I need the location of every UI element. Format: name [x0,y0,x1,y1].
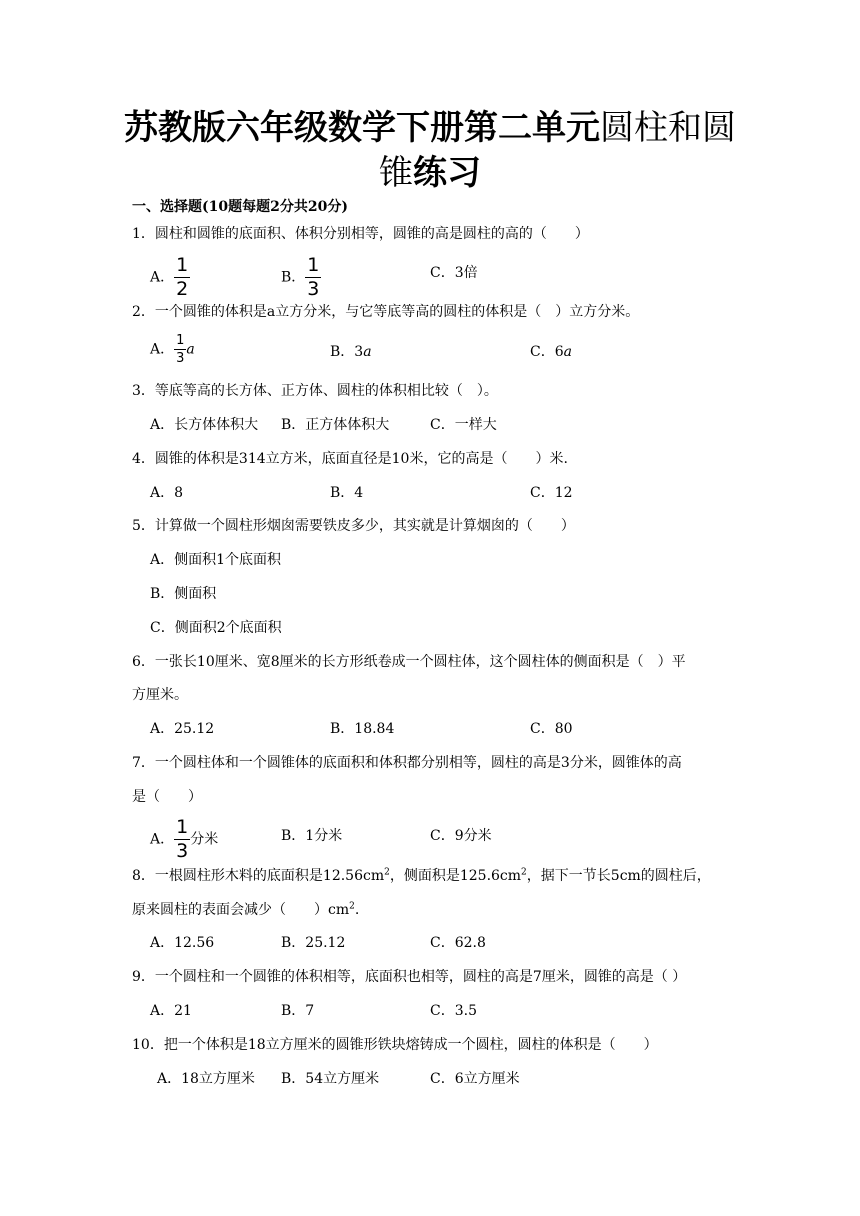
question-6-line-1: 6．一张长10厘米、宽8厘米的长方形纸卷成一个圆柱体，这个圆柱体的侧面积是（ ）平 [132,654,686,670]
denominator: 3 [307,278,320,300]
q1-option-a [150,256,190,299]
text-segment: ，侧面积是125.6cm [389,868,522,884]
q5-option-a: A．侧面积1个底面积 [150,552,282,568]
question-6-line-2: 方厘米。 [132,687,188,703]
q1-option-c: C．3倍 [430,265,478,281]
denominator: 2 [176,278,189,300]
q7-option-a [150,818,218,861]
numerator: 1 [176,254,189,276]
title-light-part: 锥 [379,153,413,193]
option-label: C．6 [530,344,564,360]
question-5: 5．计算做一个圆柱形烟囱需要铁皮多少，其实就是计算烟囱的（ ） [132,518,575,534]
q8-option-c: C．62.8 [430,935,486,951]
q3-option-a: A．长方体体积大 [150,417,259,433]
q3-option-b: B．正方体体积大 [281,417,390,433]
option-label: B． [281,269,306,286]
q5-option-b: B．侧面积 [150,586,217,602]
q10-option-a: A．18立方厘米 [157,1071,255,1087]
page-title-line-1 [0,106,860,150]
variable: a [186,341,195,358]
denominator: 3 [176,351,185,366]
text-segment: ，据下一节长5cm的圆柱后， [526,868,711,884]
q1-option-b [281,256,321,299]
page-title-line-2 [0,151,860,195]
title-light-part: 圆柱和圆 [600,108,736,148]
text-segment: . [354,902,360,918]
option-label: B．3 [330,344,364,360]
option-label: A． [150,341,175,358]
q2-option-a [150,334,195,365]
question-4: 4．圆锥的体积是314立方米，底面直径是10米，它的高是（ ）米. [132,451,568,467]
q4-option-a: A．8 [150,485,184,501]
title-bold-part: 苏教版六年级数学下册第二单元 [124,108,600,148]
superscript: 2 [521,867,527,878]
question-8-line-1 [132,866,711,886]
q6-option-c: C．80 [530,721,573,737]
fraction [305,256,321,299]
q5-option-c: C．侧面积2个底面积 [150,620,282,636]
variable: a [363,344,372,360]
superscript: 2 [384,867,390,878]
q2-option-c [530,342,572,362]
fraction-bar [174,349,186,350]
title-bold-part: 练习 [413,153,481,193]
unit: 分米 [190,831,219,848]
question-10: 10．把一个体积是18立方厘米的圆锥形铁块熔铸成一个圆柱，圆柱的体积是（ ） [132,1037,658,1053]
q7-option-b: B．1分米 [281,828,343,844]
section-heading: 一、选择题(10题每题2分共20分) [132,199,348,215]
q4-option-b: B．4 [330,485,364,501]
question-8-line-2 [132,900,359,920]
q4-option-c: C．12 [530,485,573,501]
q2-option-b [330,342,372,362]
numerator: 1 [307,254,320,276]
text-segment: 原来圆柱的表面会减少（ ）cm [132,902,350,918]
numerator: 1 [176,333,185,348]
q7-option-c: C．9分米 [430,828,492,844]
question-7-line-2: 是（ ） [132,789,202,805]
variable: a [563,344,572,360]
question-9: 9．一个圆柱和一个圆锥的体积相等，底面积也相等，圆柱的高是7厘米，圆锥的高是（ ） [132,969,687,985]
option-label: A． [150,269,175,286]
q6-option-b: B．18.84 [330,721,395,737]
superscript: 2 [349,901,355,912]
q10-option-b: B．54立方厘米 [281,1071,380,1087]
q3-option-c: C．一样大 [430,417,497,433]
q9-option-b: B．7 [281,1003,315,1019]
q9-option-c: C．3.5 [430,1003,477,1019]
question-3: 3．等底等高的长方体、正方体、圆柱的体积相比较（ ）。 [132,383,498,399]
question-1: 1．圆柱和圆锥的底面积、体积分别相等，圆锥的高是圆柱的高的（ ） [132,226,589,242]
q8-option-a: A．12.56 [150,935,215,951]
question-7-line-1: 7．一个圆柱体和一个圆锥体的底面积和体积都分别相等，圆柱的高是3分米，圆锥体的高 [132,755,682,771]
option-label: A． [150,831,175,848]
text-segment: 8．一根圆柱形木料的底面积是12.56cm [132,868,385,884]
fraction [174,256,190,299]
fraction [174,818,190,861]
q6-option-a: A．25.12 [150,721,215,737]
fraction [174,334,186,365]
q9-option-a: A．21 [150,1003,192,1019]
question-2: 2．一个圆锥的体积是a立方分米，与它等底等高的圆柱的体积是（ ）立方分米。 [132,304,640,320]
denominator: 3 [176,840,189,862]
numerator: 1 [176,816,189,838]
q10-option-c: C．6立方厘米 [430,1071,520,1087]
q8-option-b: B．25.12 [281,935,346,951]
